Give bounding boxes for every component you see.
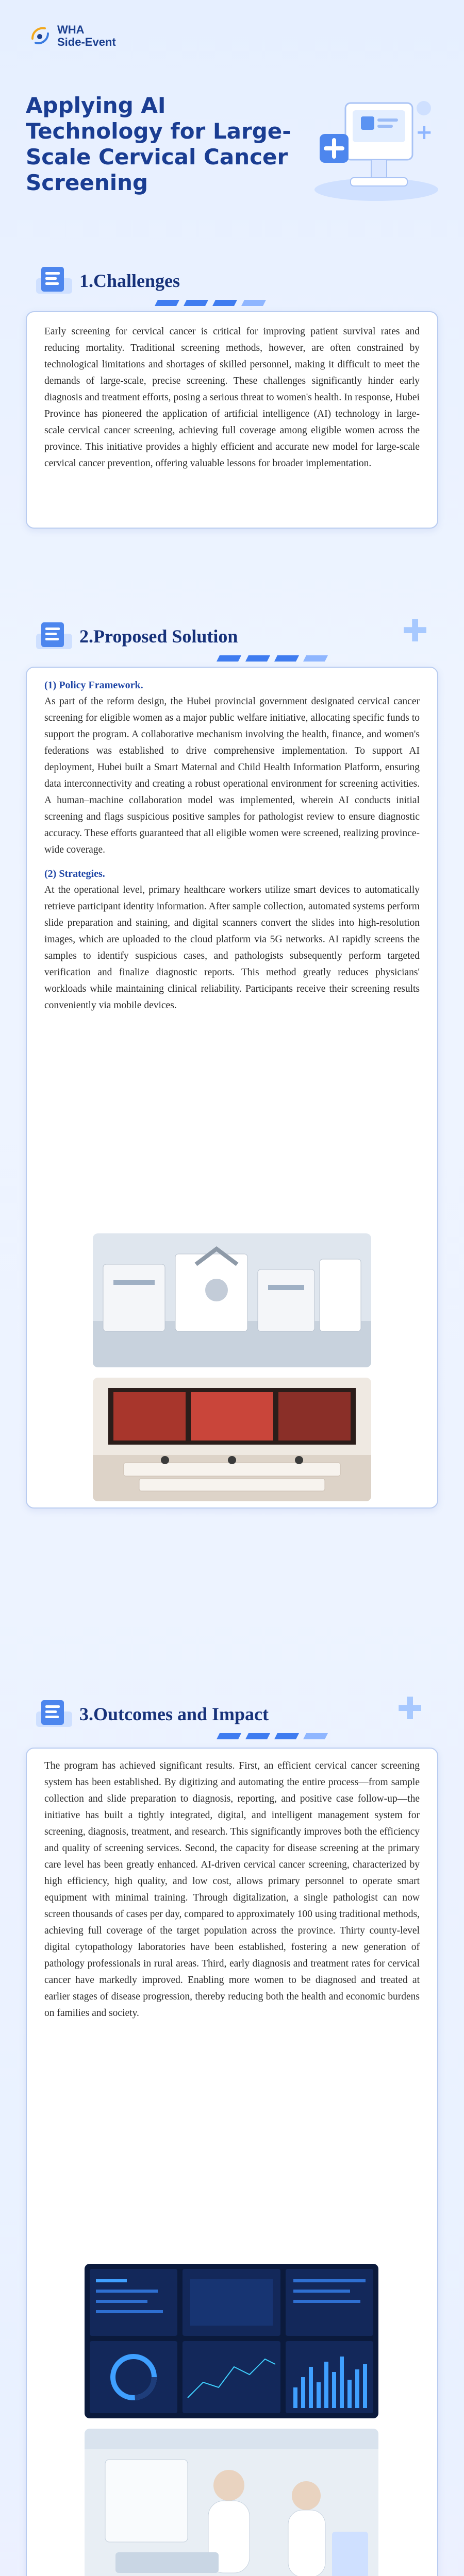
section-title: 1.Challenges bbox=[79, 270, 180, 291]
monitoring-center-photo bbox=[93, 1378, 371, 1501]
clipboard-icon bbox=[31, 1696, 76, 1732]
logo-line-1: WHA bbox=[57, 23, 85, 36]
page-title: Applying AI Technology for Large-Scale Cervical Cancer Screening bbox=[26, 93, 291, 195]
plus-decoration-icon: ✚ bbox=[397, 1691, 423, 1727]
section-title: 3.Outcomes and Impact bbox=[79, 1704, 269, 1724]
section-heading-outcomes bbox=[31, 1696, 269, 1732]
solution-card bbox=[26, 667, 438, 1509]
challenges-text: Early screening for cervical cancer is critical for improving patient survival rates and reducing mortality. Traditional screening methods, however, are often constrained by technological limitations and shortages of skilled personnel, making it difficult to meet the demands of large-scale, precise screening. These challenges significantly hinder early diagnosis and treatment efforts, posing a serious threat to women's health. In response, Hubei Province has pioneered the application of artificial intelligence (AI) technology in large-scale cervical cancer screening, achieving full coverage among eligible women across the province. This initiative provides a highly efficient and accurate new model for large-scale cervical cancer prevention, offering valuable lessons for broader implementation. bbox=[44, 326, 420, 469]
strategies-heading: (2) Strategies. bbox=[44, 868, 105, 879]
section-title: 2.Proposed Solution bbox=[79, 626, 238, 647]
section-heading-challenges bbox=[31, 263, 180, 299]
clipboard-icon bbox=[31, 263, 76, 299]
section-heading-solution bbox=[31, 618, 238, 654]
decorative-stripes bbox=[155, 298, 273, 308]
policy-framework-text: As part of the reform design, the Hubei provincial government designated cervical cancer screening for eligible women as a major public welfare initiative, allocating specific funds to support the program. A collaborative mechanism involving the health, finance, and women's federations was established to drive comprehensive implementation. To support AI deployment, Hubei built a Smart Maternal and Child Health Information Platform, ensuring data interconnectivity and creating a robust operational environment for screening activities. A human–machine collaboration model was implemented, wherein AI conducts initial screening and flags suspicious positive samples for pathologist review to ensure diagnostic accuracy. These efforts guaranteed that all eligible women were screened, realizing province-wide coverage. bbox=[44, 696, 420, 855]
event-logo-icon bbox=[28, 24, 52, 48]
event-logo bbox=[28, 24, 116, 48]
logo-line-2: Side-Event bbox=[57, 36, 116, 48]
medical-device-illustration bbox=[289, 72, 443, 206]
outcomes-text: The program has achieved significant results. First, an efficient cervical cancer screening system has been established. By digitizing and automating the entire process—from sample collection and slide preparation to diagnosis, reporting, and positive case follow-up—the initiative has built a tightly integrated, digital, and intelligent management system for screening, diagnosis, treatment, and research. This significantly improves both the efficiency and quality of screening services. Second, the capacity for disease screening at the primary care level has been greatly enhanced. AI-driven cervical cancer screening, characterized by high efficiency, high quality, and low cost, allows primary personnel to operate smart equipment with minimal training. Through digitalization, a single pathologist can now screen thousands of cases per day, compared to approximately 100 using traditional methods, achieving full coverage of the target population across the province. Thirty county-level digital cytopathology laboratories have been established, fostering a new generation of pathology professionals in rural areas. Third, early diagnosis and treatment rates for cervical cancer have markedly improved. Enabling more women to be diagnosed and treated at earlier stages of disease progression, thereby reducing both the health and economic burdens on families and society. bbox=[44, 1760, 420, 2019]
outcomes-card bbox=[26, 1748, 438, 2576]
screening-dashboard-image bbox=[85, 2264, 378, 2418]
decorative-stripes bbox=[217, 1731, 335, 1741]
svg-text:+: + bbox=[416, 121, 433, 144]
challenges-card bbox=[26, 311, 438, 529]
screening-service-photo bbox=[85, 2429, 378, 2576]
plus-decoration-icon: ✚ bbox=[402, 613, 428, 649]
strategies-text: At the operational level, primary healthcare workers utilize smart devices to automatically retrieve participant identity information. After sample collection, automated systems perform slide preparation and staining, and digital scanners convert the slides into high-resolution images, which are uploaded to the cloud platform via 5G networks. AI rapidly screens the samples to identify suspicious cases, and pathologists subsequently perform targeted verification and finalize diagnostic reports. This method greatly reduces physicians' workloads while maintaining clinical reliability. Participants receive their screening results conveniently via mobile devices. bbox=[44, 885, 420, 1011]
clipboard-icon bbox=[31, 618, 76, 654]
automated-lab-photo bbox=[93, 1233, 371, 1367]
policy-framework-heading: (1) Policy Framework. bbox=[44, 680, 143, 691]
decorative-stripes bbox=[217, 653, 335, 664]
